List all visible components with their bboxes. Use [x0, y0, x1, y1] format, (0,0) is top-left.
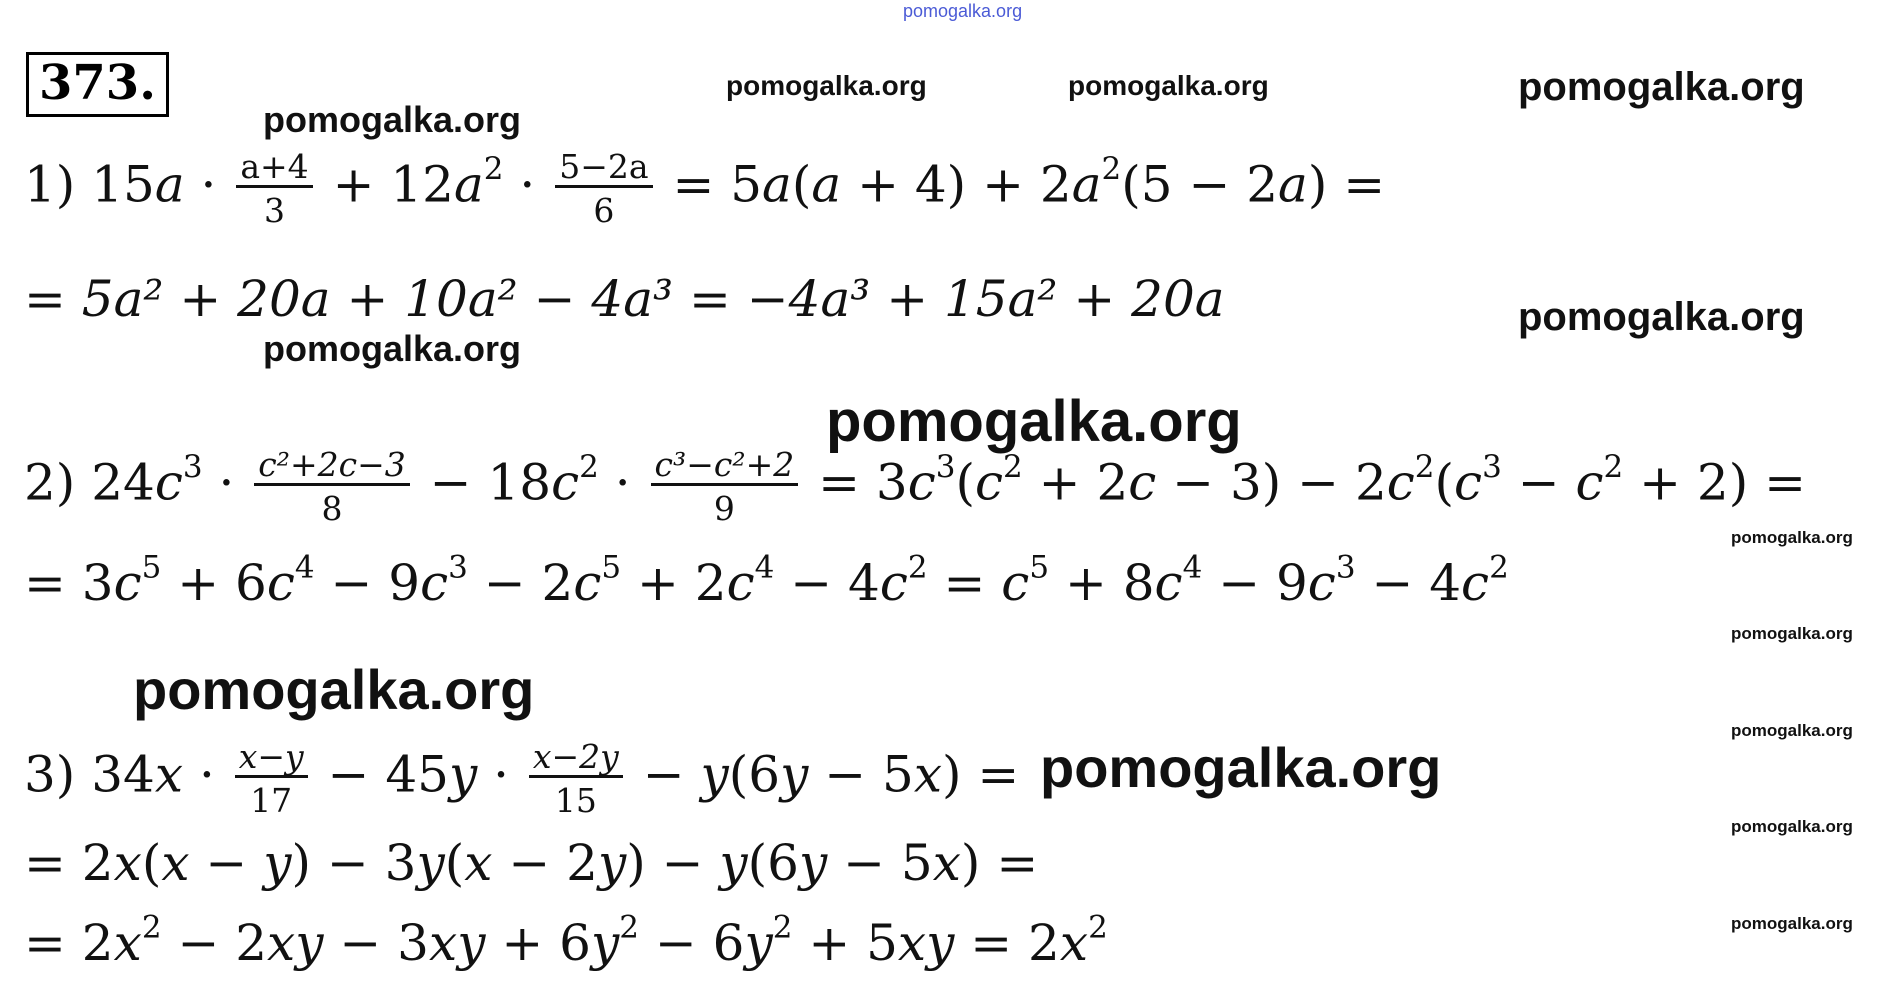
watermark: pomogalka.org — [726, 70, 927, 101]
watermark: pomogalka.org — [1518, 295, 1805, 339]
fraction — [555, 147, 652, 230]
watermark: pomogalka.org — [263, 328, 522, 369]
fraction-denominator: 15 — [554, 781, 597, 820]
fraction — [651, 445, 799, 528]
fraction — [235, 737, 308, 820]
watermark-top: pomogalka.org — [903, 1, 1023, 21]
watermark: pomogalka.org — [1731, 721, 1853, 740]
fraction-denominator: 8 — [321, 489, 343, 528]
watermark: pomogalka.org — [1068, 70, 1269, 101]
problem-number: 373. — [26, 52, 169, 117]
part2-line1: 2) $24c^3$ · $\frac{\text{c²+2c−3}}{8}$ − $18c^2$ · $\frac{\text{c³−c²+2}}{9}$ = $3c^3(c^2 + 2c - 3) - 2c^2(c^3 - c^2 + 2)$ = — [24, 445, 1807, 528]
watermark: pomogalka.org — [1731, 528, 1853, 547]
watermark: pomogalka.org — [133, 658, 535, 721]
fraction-denominator: 3 — [264, 191, 285, 230]
fraction — [254, 445, 410, 528]
part3-line2: = 2x(x − y) − 3y(x − 2y) − y(6y − 5x) = — [24, 834, 1039, 892]
fraction-numerator: c³−c²+2 — [651, 448, 799, 486]
fraction-denominator: 6 — [593, 191, 615, 230]
watermark: pomogalka.org — [1731, 817, 1853, 836]
fraction-numerator: x−2y — [529, 740, 623, 778]
fraction — [236, 147, 312, 230]
part3-line3: = $2x^2 - 2xy - 3xy + 6y^2 - 6y^2 + 5xy = 2x^2$ — [24, 909, 1108, 972]
part3-line1: 3) 34x · $\frac{x-y}{17}$ − 45y · $\frac{x-2y}{15}$ − y(6y − 5x) = — [24, 737, 1020, 820]
fraction-numerator: a+4 — [236, 150, 312, 188]
fraction-denominator: 9 — [713, 489, 735, 528]
watermark: pomogalka.org — [263, 99, 522, 140]
fraction-numerator: x−y — [235, 740, 308, 778]
fraction-denominator: 17 — [250, 781, 293, 820]
fraction-numerator: c²+2c−3 — [254, 448, 410, 486]
watermark: pomogalka.org — [1518, 65, 1805, 109]
fraction-numerator: 5−2a — [555, 150, 652, 188]
part2-line2: = $3c^5 + 6c^4 - 9c^3 - 2c^5 + 2c^4 - 4c^2 = c^5 + 8c^4 - 9c^3 - 4c^2$ — [24, 549, 1509, 612]
fraction — [529, 737, 623, 820]
part1-line1: 1) 15a · $\frac{a+4}{3}$ + $12a^2$ · $\frac{5-2a}{6}$ = $5a(a + 4) + 2a^2(5 - 2a)$ = — [24, 147, 1386, 230]
watermark: pomogalka.org — [1731, 624, 1853, 643]
watermark: pomogalka.org — [826, 389, 1242, 454]
watermark: pomogalka.org — [1731, 914, 1853, 933]
watermark: pomogalka.org — [1040, 736, 1442, 799]
part1-line2: = 5a² + 20a + 10a² − 4a³ = −4a³ + 15a² + 20a — [24, 270, 1225, 328]
part1-lead: 1) 15 — [24, 155, 155, 214]
